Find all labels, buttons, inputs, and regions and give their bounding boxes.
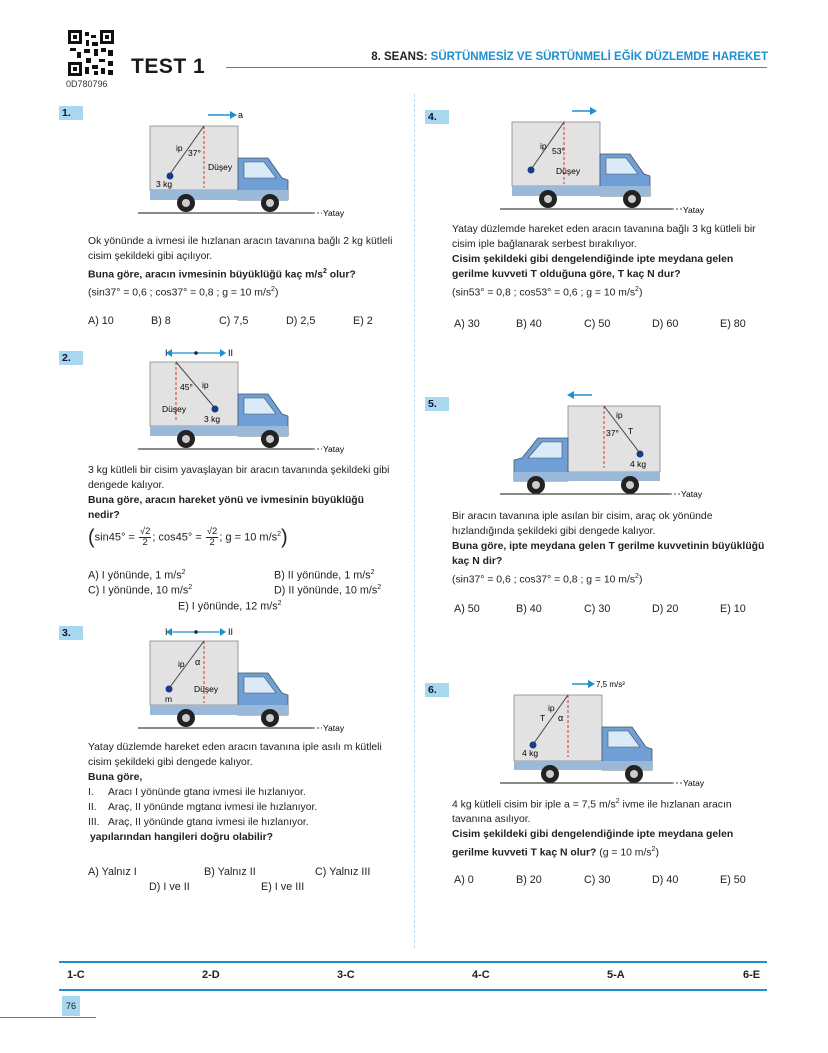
question-1-given: (sin37° = 0,6 ; cos37° = 0,8 ; g = 10 $m/s^2$) [88,286,279,299]
dusey-label: Düşey [208,162,233,172]
question-number-4: 4. [425,110,449,124]
question-4-question: Cisim şekildeki gibi dengelendiğinde ipte meydana gelen gerilme kuvveti T olduğuna göre, T kaç N dur? [452,254,734,280]
angle-label: α [195,657,201,667]
angle-label: 53° [552,146,565,156]
question-2-text [88,463,396,548]
choice-e[interactable]: E) 10 [720,603,746,615]
question-4-stem: Yatay düzlemde hareket eden aracın tavanına bağlı 3 kg kütleli bir cisim iple bağlanarak serbest bırakılıyor. [452,224,756,250]
mass-ball [528,167,535,174]
yatay-label: Yatay [681,489,703,499]
question-5-text [452,509,766,587]
arrow-head-icon [588,680,595,688]
choice-e[interactable]: E) 50 [720,874,746,886]
ip-label: ip [548,703,555,713]
choice-c[interactable]: C) 7,5 [219,315,249,327]
answer-6: 6-E [743,969,761,981]
choice-d[interactable]: D) 20 [652,603,679,615]
choice-d[interactable]: D) I ve II [149,881,190,893]
choice-b[interactable]: B) 40 [516,603,542,615]
ip-label: ip [178,659,185,669]
question-5-stem: Bir aracın tavanına iple asılan bir cisim, araç ok yönünde hızlandığında şekildeki gibi dengede kalıyor. [452,511,713,537]
cargo-box [150,641,238,705]
ip-label: ip [176,143,183,153]
question-4-given: (sin53° = 0,8 ; cos53° = 0,6 ; g = 10 $m/s^2$) [452,286,643,299]
mass-label: 3 kg [156,179,173,189]
mass-label: 4 kg [522,748,539,758]
accel-label: a [238,110,244,120]
question-6-stem: 4 kg kütleli cisim bir iple a = 7,5 $m/s^2$ ivme ile hızlanan aracın tavanına asılıyor. [452,798,732,826]
dusey-label: Düşey [556,166,581,176]
choice-d[interactable]: D) 2,5 [286,315,316,327]
question-5-figure [500,386,712,500]
session-prefix: 8. SEANS: [371,51,428,63]
answer-1: 1-C [67,969,85,981]
arrow-head-icon [567,391,574,399]
ip-label: ip [540,141,547,151]
mass-ball [166,686,173,693]
question-3-lead: Buna göre, [88,772,143,783]
angle-label: 37° [188,148,201,158]
mass-label: 4 kg [630,459,647,469]
session-topic: SÜRTÜNMESİZ VE SÜRTÜNMELİ EĞİK DÜZLEMDE HAREKET [430,51,768,63]
tension-label: T [540,713,546,723]
choice-c[interactable]: C) 30 [584,603,611,615]
choice-a[interactable]: A) 0 [454,874,474,886]
question-1-question: Buna göre, aracın ivmesinin büyüklüğü kaç $m/s^2$ olur? [88,268,356,281]
statement-ii: II. Araç, II yönünde mgtanα ivmesi ile hızlanıyor. [88,802,318,813]
cargo-box [568,406,660,472]
question-2-question: Buna göre, aracın hareket yönü ve ivmesinin büyüklüğü nedir? [88,495,365,521]
test-title: TEST 1 [131,55,206,78]
yatay-label: Yatay [683,778,705,788]
choice-d[interactable]: D) II yönünde, 10 $m/s^2$ [274,584,382,597]
choice-c[interactable]: C) 30 [584,874,611,886]
answer-4: 4-C [472,969,490,981]
question-1-figure [138,108,350,220]
question-4-text [452,222,766,300]
choice-d[interactable]: D) 60 [652,318,679,330]
answer-2: 2-D [202,969,220,981]
statement-iii: III. Araç, II yönünde gtanα ivmesi ile hızlanıyor. [88,817,309,828]
dusey-label: Düşey [162,404,187,414]
dir-ii-label: II [228,627,234,637]
choice-a[interactable]: A) 30 [454,318,480,330]
question-4-figure [500,104,712,216]
angle-label: 37° [606,428,619,438]
statement-i: I. Aracı I yönünde gtanα ivmesi ile hızlanıyor. [88,787,306,798]
choice-c[interactable]: C) I yönünde, 10 $m/s^2$ [88,584,193,597]
dusey-label: Düşey [194,684,219,694]
answer-key [59,961,767,991]
question-3-question: yapılarından hangileri doğru olabilir? [90,832,274,843]
qr-code-label: 0D780796 [66,79,108,89]
tension-label: T [628,426,634,436]
question-1-text [88,234,396,301]
choice-c[interactable]: C) Yalnız III [315,866,371,878]
question-3-stem: Yatay düzlemde hareket eden aracın tavanına iple asılı m kütleli cisim şekildeki gibi dengede kalıyor. [88,742,382,768]
choice-e[interactable]: E) I yönünde, 12 $m/s^2$ [178,600,282,613]
session-title [371,51,768,63]
column-divider [414,94,415,948]
choice-e[interactable]: E) I ve III [261,881,305,893]
accel-label: 7,5 m/s² [596,680,625,689]
answer-5: 5-A [607,969,625,981]
question-number-5: 5. [425,397,449,411]
choice-e[interactable]: E) 2 [353,315,373,327]
question-2-figure [138,344,350,456]
question-number-3: 3. [59,626,83,640]
question-5-given: (sin37° = 0,6 ; cos37° = 0,8 ; g = 10 $m/s^2$) [452,573,643,586]
footer-rule [0,1017,96,1018]
question-1-stem: Ok yönünde a ivmesi ile hızlanan aracın tavanına bağlı 2 kg kütleli cisim şekildeki gibi açılıyor. [88,236,393,262]
yatay-label: Yatay [323,208,345,218]
mass-label: 3 kg [204,414,221,424]
choice-b[interactable]: B) 40 [516,318,542,330]
question-6-question: Cisim şekildeki gibi dengelendiğinde ipte meydana gelen gerilme kuvveti T kaç N olur? (g = 10 $m/s^2$) [452,829,734,859]
ip-label: ip [202,380,209,390]
question-5-question: Buna göre, ipte meydana gelen T gerilme kuvvetinin büyüklüğü kaç N dir? [452,541,765,567]
page-number: 76 [62,996,80,1016]
yatay-label: Yatay [323,444,345,454]
arrow-right-icon [220,628,226,636]
choice-a[interactable]: A) 50 [454,603,480,615]
arrow-head-icon [230,111,237,119]
choice-b[interactable]: B) II yönünde, 1 $m/s^2$ [274,569,375,582]
angle-label: 45° [180,382,193,392]
choice-b[interactable]: B) 8 [151,315,171,327]
yatay-label: Yatay [323,723,345,733]
yatay-label: Yatay [683,205,705,215]
choice-a[interactable]: A) I yönünde, 1 $m/s^2$ [88,569,186,582]
choice-d[interactable]: D) 40 [652,874,679,886]
choice-a[interactable]: A) 10 [88,315,114,327]
question-3-text [88,740,396,845]
mass-label: m [165,694,173,704]
question-6-figure [500,675,712,789]
choice-a[interactable]: A) Yalnız I [88,866,137,878]
mass-ball [637,451,644,458]
qr-code[interactable] [68,30,114,76]
choice-e[interactable]: E) 80 [720,318,746,330]
arrow-head-icon [590,107,597,115]
question-number-2: 2. [59,351,83,365]
angle-label: α [558,713,564,723]
answer-3: 3-C [337,969,355,981]
dir-ii-label: II [228,348,234,358]
arrow-right-icon [220,349,226,357]
question-6-text [452,794,766,861]
choice-b[interactable]: B) Yalnız II [204,866,256,878]
question-number-6: 6. [425,683,449,697]
mass-ball [212,406,219,413]
question-3-figure [138,623,350,735]
cargo-box [150,362,238,426]
question-number-1: 1. [59,106,83,120]
choice-c[interactable]: C) 50 [584,318,611,330]
question-2-stem: 3 kg kütleli bir cisim yavaşlayan bir aracın tavanında şekildeki gibi dengede kalıyor. [88,465,390,491]
header-rule [226,67,767,68]
choice-b[interactable]: B) 20 [516,874,542,886]
ip-label: ip [616,410,623,420]
question-2-given: (sin45° = $\frac{√2}{2}$ ; cos45° = $\frac{√2}{2}$ ; g = 10 $m/s^2$) [88,526,288,549]
